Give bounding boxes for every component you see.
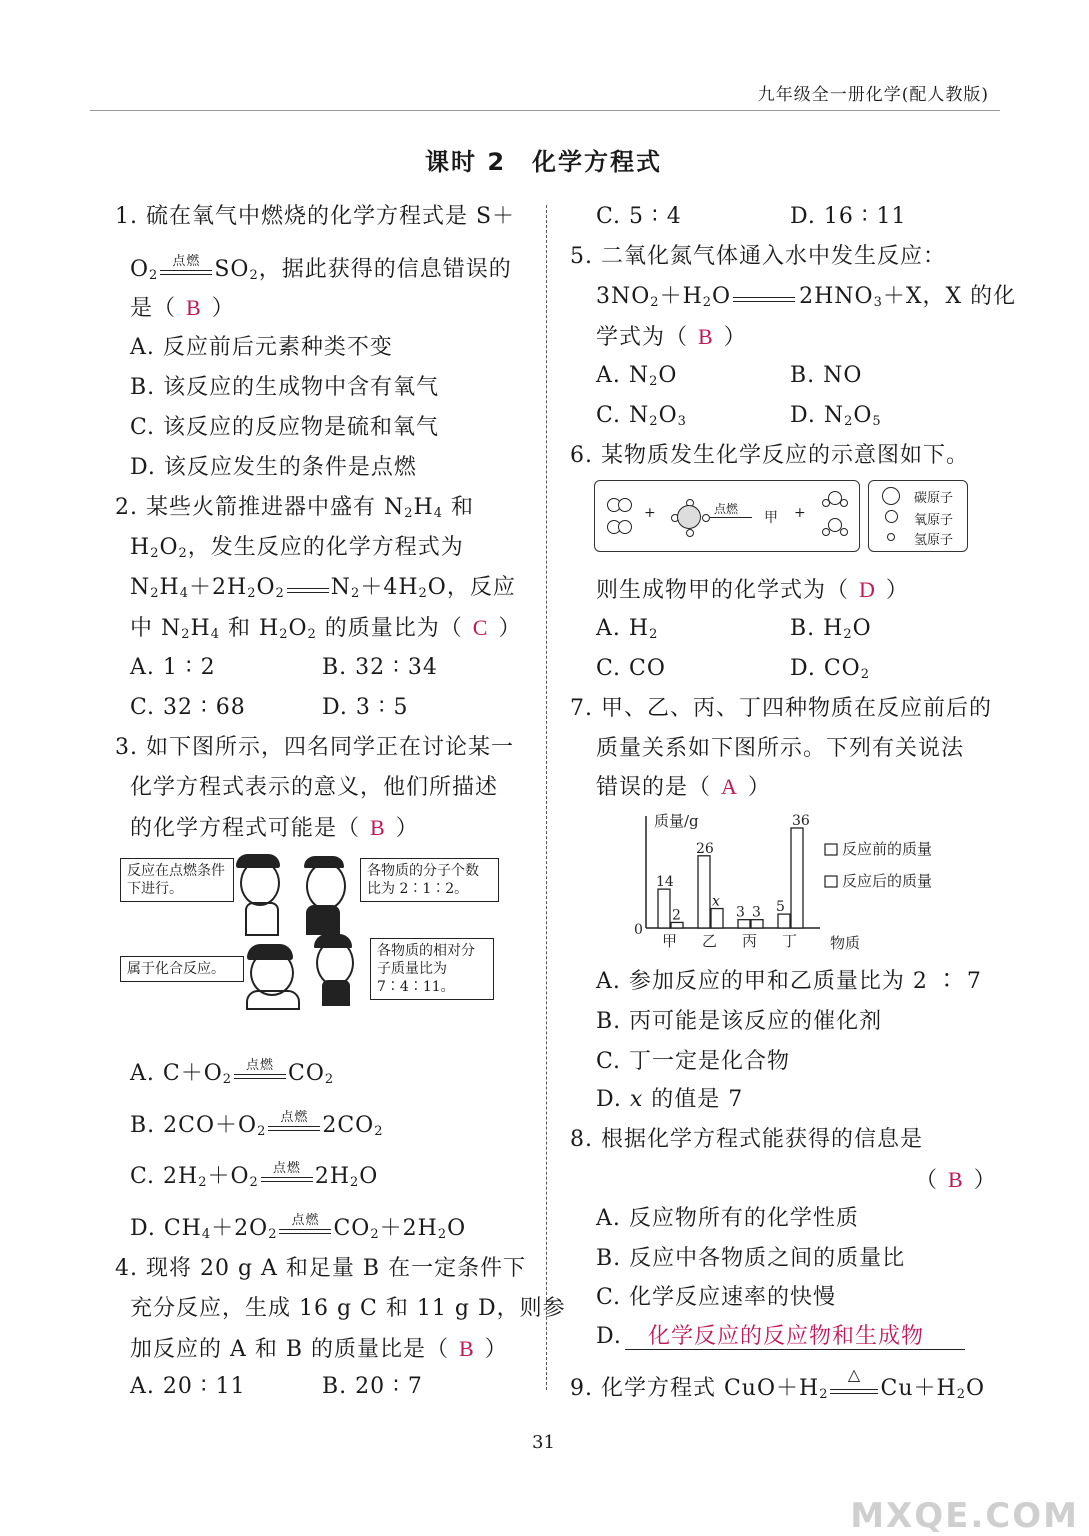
bar-value-label: 14 xyxy=(656,874,674,891)
student-boy2-body xyxy=(246,990,300,1010)
q4-option-d: D. 16 ∶ 11 xyxy=(790,204,907,229)
bar-value-label: 3 xyxy=(736,904,745,921)
q2-option-d: D. 3 ∶ 5 xyxy=(322,695,409,720)
q5-equation: $3NO_2+H_2O$ $2HNO_3+X$，X 的化 xyxy=(596,284,1017,310)
y-axis-label: 质量/g xyxy=(654,812,699,830)
q1-option-d: D. 该反应发生的条件是点燃 xyxy=(130,455,417,480)
answer-mark: B xyxy=(698,324,714,349)
bar xyxy=(778,914,790,928)
header-rule xyxy=(90,110,1000,111)
page-title: 课时 2 化学方程式 xyxy=(425,148,663,176)
hydrogen-atom xyxy=(702,514,710,522)
carbon-atom xyxy=(677,505,701,529)
q4-option-c: C. 5 ∶ 4 xyxy=(596,204,682,229)
q5-line3: 学式为（ B ） xyxy=(596,324,747,350)
bar xyxy=(711,909,723,928)
student-boy1-face xyxy=(306,862,346,910)
q2-line1: 2. 某些火箭推进器中盛有 $N_2H_4$ 和 xyxy=(115,495,474,521)
q8-option-d: D. xyxy=(596,1324,622,1349)
plus-sign: + xyxy=(794,505,806,521)
bar-value-label: 26 xyxy=(696,840,714,857)
q6-option-c: C. CO xyxy=(596,656,666,681)
category-label: 丁 xyxy=(782,932,798,950)
hydrogen-legend-icon xyxy=(887,533,895,541)
q7-option-c: C. 丁一定是化合物 xyxy=(596,1049,791,1074)
legend-swatch xyxy=(825,876,837,887)
q9-equation: 9. 化学方程式 $CuO+H_2$ △ $Cu+H_2O$ xyxy=(570,1365,986,1402)
q4-line2: 充分反应，生成 16 g C 和 11 g D，则参 xyxy=(130,1296,566,1321)
q7-line1: 7. 甲、乙、丙、丁四种物质在反应前后的 xyxy=(570,696,992,721)
hydrogen-atom xyxy=(840,499,848,507)
q7-option-a: A. 参加反应的甲和乙质量比为 2 ∶ 7 xyxy=(596,969,982,994)
legend-oxygen: 氧原子 xyxy=(914,513,954,528)
q6-line1: 6. 某物质发生化学反应的示意图如下。 xyxy=(570,443,969,468)
q1-option-b: B. 该反应的生成物中含有氧气 xyxy=(130,375,440,400)
q6-option-b: B. $H_2O$ xyxy=(790,616,872,642)
bar-value-label: 2 xyxy=(672,907,681,924)
q2-line4: 中 $N_2H_4$ 和 $H_2O_2$ 的质量比为（ C ） xyxy=(130,615,522,642)
legend-hydrogen: 氢原子 xyxy=(914,533,954,548)
q8-option-c: C. 化学反应速率的快慢 xyxy=(596,1285,837,1310)
plus-sign: + xyxy=(644,505,656,521)
product-label: 甲 xyxy=(764,510,778,526)
reaction-arrow xyxy=(710,517,752,518)
legend-label: 反应前的质量 xyxy=(842,840,933,858)
oxygen-atom xyxy=(618,520,632,534)
q5-line1: 5. 二氧化氮气体通入水中发生反应： xyxy=(570,244,946,269)
oxygen-legend-icon xyxy=(885,510,898,523)
hydrogen-atom xyxy=(686,529,694,537)
bar-value-label: 36 xyxy=(792,813,810,829)
reaction-condition: 点燃 xyxy=(714,502,739,516)
q1-equation: $O_2$ 点燃 $SO_2$，据此获得的信息错误的 xyxy=(130,254,512,283)
q3-line1: 3. 如下图所示，四名同学正在讨论某一 xyxy=(115,735,514,760)
q8-fill-answer: 化学反应的反应物和生成物 xyxy=(648,1323,925,1348)
category-label: 丙 xyxy=(742,932,758,950)
q8-option-b: B. 反应中各物质之间的质量比 xyxy=(596,1246,906,1271)
x-axis-label: 物质 xyxy=(830,934,861,952)
hydrogen-atom xyxy=(840,528,848,536)
student-boy2-hair xyxy=(247,944,293,960)
q8-answer: （ B ） xyxy=(915,1167,997,1193)
answer-mark: C xyxy=(472,615,489,640)
origin-label: 0 xyxy=(634,922,643,938)
answer-mark: A xyxy=(721,774,738,799)
q2-option-b: B. 32 ∶ 34 xyxy=(322,655,438,680)
hydrogen-atom xyxy=(822,499,830,507)
category-label: 甲 xyxy=(662,932,678,950)
q4-option-a: A. 20 ∶ 11 xyxy=(130,1374,246,1399)
student-boy3-body xyxy=(322,980,350,1006)
q4-line1: 4. 现将 20 g A 和足量 B 在一定条件下 xyxy=(115,1256,527,1281)
q5-option-a: A. $N_2O$ xyxy=(596,363,678,389)
q4-line3: 加反应的 A 和 B 的质量比是（ B ） xyxy=(130,1336,508,1362)
q2-line2: $H_2O_2$，发生反应的化学方程式为 xyxy=(130,535,464,561)
q3-line3: 的化学方程式可能是（ B ） xyxy=(130,815,419,841)
q7-option-d: D. x 的值是 7 xyxy=(596,1087,744,1112)
q7-line3: 错误的是（ A ） xyxy=(596,774,771,800)
q8-option-a: A. 反应物所有的化学性质 xyxy=(596,1206,859,1231)
q7-option-b: B. 丙可能是该反应的催化剂 xyxy=(596,1009,883,1034)
answer-mark: B xyxy=(186,295,202,320)
q3-option-a: A. $C+O_2$ 点燃 $CO_2$ xyxy=(130,1058,335,1087)
student-boy1-body xyxy=(306,905,340,935)
category-label: 乙 xyxy=(702,932,718,950)
answer-mark: B xyxy=(370,815,386,840)
q5-option-c: C. $N_2O_3$ xyxy=(596,403,687,429)
q2-equation: $N_2H_4+2H_2O_2$ $N_2+4H_2O$，反应 xyxy=(130,575,516,601)
q5-option-b: B. NO xyxy=(790,363,863,388)
q2-option-a: A. 1 ∶ 2 xyxy=(130,655,216,680)
answer-mark: B xyxy=(948,1167,964,1192)
q1-option-c: C. 该反应的反应物是硫和氧气 xyxy=(130,415,440,440)
legend-swatch xyxy=(825,844,837,855)
q3-option-b: B. $2CO+O_2$ 点燃 $2CO_2$ xyxy=(130,1110,384,1139)
student-boy3-hair xyxy=(314,934,352,948)
q1-option-a: A. 反应前后元素种类不变 xyxy=(130,335,393,360)
legend-label: 反应后的质量 xyxy=(842,872,933,890)
bar-value-label: 5 xyxy=(776,899,785,916)
page-number: 31 xyxy=(532,1432,555,1453)
bar xyxy=(658,889,670,928)
q8-line1: 8. 根据化学方程式能获得的信息是 xyxy=(570,1127,923,1152)
column-divider xyxy=(546,205,547,1390)
speech-bubble-1: 反应在点燃条件下进行。 xyxy=(120,858,234,902)
bar xyxy=(698,856,710,928)
mass-bar-chart xyxy=(620,808,980,958)
speech-bubble-4: 各物质的相对分子质量比为 7∶4∶11。 xyxy=(370,938,494,1000)
site-watermark: MXQE.COM xyxy=(850,1496,1079,1536)
carbon-legend-icon xyxy=(882,487,900,505)
q3-line2: 化学方程式表示的意义，他们所描述 xyxy=(130,775,499,800)
q1-stem: 1. 硫在氧气中燃烧的化学方程式是 S＋ xyxy=(115,204,516,229)
answer-mark: D xyxy=(859,577,876,602)
q3-option-c: C. $2H_2+O_2$ 点燃 $2H_2O$ xyxy=(130,1161,379,1190)
bar-value-label: 3 xyxy=(752,904,761,921)
answer-mark: B xyxy=(459,1336,475,1361)
bar xyxy=(738,920,750,928)
q2-option-c: C. 32 ∶ 68 xyxy=(130,695,246,720)
q1-answer-line: 是（ B ） xyxy=(130,295,235,321)
student-girl-hair xyxy=(236,854,280,868)
student-girl-body xyxy=(245,902,279,936)
book-header: 九年级全一册化学(配人教版) xyxy=(757,85,989,105)
q6-line2: 则生成物甲的化学式为（ D ） xyxy=(596,577,909,603)
bar xyxy=(791,828,803,928)
oxygen-atom xyxy=(618,498,632,512)
q6-option-d: D. $CO_2$ xyxy=(790,656,870,682)
student-boy1-hair xyxy=(304,856,344,868)
bar xyxy=(751,920,763,928)
q3-option-d: D. $CH_4+2O_2$ 点燃 $CO_2+2H_2O$ xyxy=(130,1213,467,1242)
q5-option-d: D. $N_2O_5$ xyxy=(790,403,882,429)
hydrogen-atom xyxy=(822,528,830,536)
speech-bubble-3: 属于化合反应。 xyxy=(120,956,244,982)
speech-bubble-2: 各物质的分子个数比为 2∶1∶2。 xyxy=(360,858,499,902)
q7-line2: 质量关系如下图所示。下列有关说法 xyxy=(596,736,965,761)
q4-option-b: B. 20 ∶ 7 xyxy=(322,1374,423,1399)
q6-option-a: A. $H_2$ xyxy=(596,616,659,642)
legend-carbon: 碳原子 xyxy=(914,491,954,506)
bar-value-label: x xyxy=(712,893,720,910)
reaction-arrow: 点燃 xyxy=(158,256,214,284)
